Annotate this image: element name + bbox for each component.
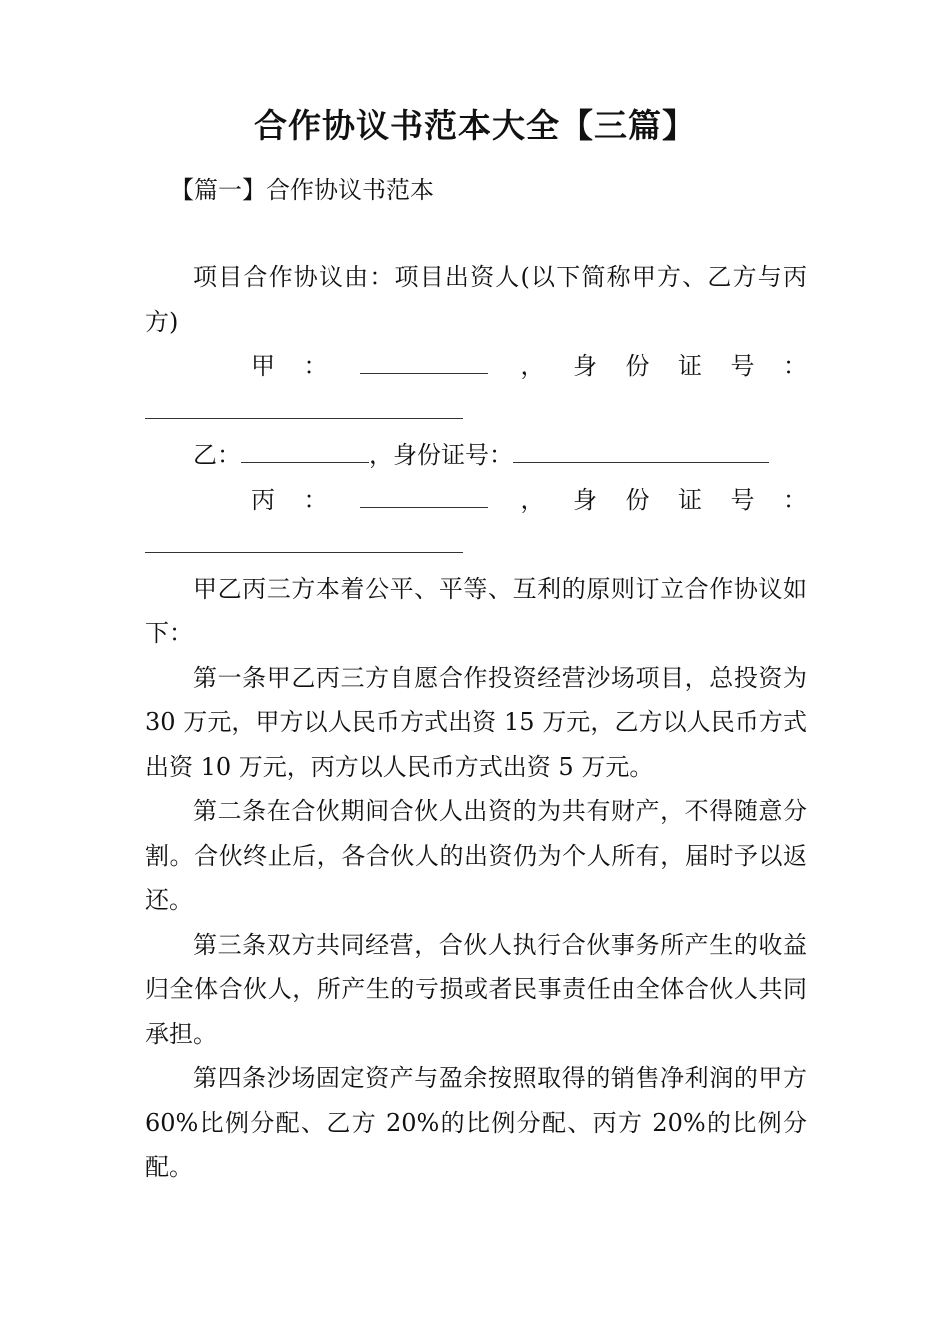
- party-b-id-blank: [513, 440, 769, 463]
- party-b-name-blank: [241, 440, 369, 463]
- party-c-line: [145, 478, 807, 523]
- document-title: 合作协议书范本大全【三篇】: [254, 106, 696, 145]
- party-a-label: 甲: [251, 352, 275, 380]
- party-c-comma: ，: [520, 485, 545, 514]
- party-c-id-char-1: 身: [573, 485, 597, 514]
- intro-paragraph: 项目合作协议由：项目出资人(以下简称甲方、乙方与丙方): [145, 263, 807, 336]
- party-c-id-char-3: 证: [678, 485, 702, 514]
- paragraph-article-3: 第三条双方共同经营，合伙人执行合伙事务所产生的收益归全体合伙人，所产生的亏损或者民事责任由全体合伙人共同承担。: [145, 930, 807, 1048]
- party-a-id-char-1: 身: [573, 352, 597, 380]
- party-a-id-blank: [145, 389, 463, 434]
- party-c-name-blank: [360, 485, 488, 508]
- party-b-label: 乙：: [193, 441, 241, 469]
- party-b-id-label: 身份证号：: [393, 441, 513, 469]
- paragraph-article-1: 第一条甲乙丙三方自愿合作投资经营沙场项目，总投资为 30 万元，甲方以人民币方式出资 15 万元，乙方以人民币方式出资 10 万元，丙方以人民币方式出资 5 万元。: [145, 663, 807, 781]
- paragraph-article-2: 第二条在合伙期间合伙人出资的为共有财产，不得随意分割。合伙终止后，各合伙人的出资仍为个人所有，届时予以返还。: [145, 797, 807, 914]
- party-c-id-char-4: 号: [730, 485, 755, 514]
- party-c-id-colon: ：: [783, 485, 807, 514]
- paragraph-principle: 甲乙丙三方本着公平、平等、互利的原则订立合作协议如下：: [145, 574, 807, 647]
- paragraph-article-4: 第四条沙场固定资产与盈余按照取得的销售净利润的甲方 60%比例分配、乙方 20%的比例分配、丙方 20%的比例分配。: [145, 1064, 807, 1181]
- party-c-colon: ：: [303, 485, 328, 514]
- party-b-comma: ，: [369, 441, 393, 469]
- party-c-id-char-2: 份: [625, 485, 650, 514]
- party-a-line: [145, 344, 807, 389]
- document-body: [145, 255, 807, 1190]
- party-c-label: 丙: [251, 485, 275, 514]
- party-a-colon: ：: [303, 352, 328, 380]
- section-heading: 【篇一】合作协议书范本: [170, 176, 434, 204]
- party-a-comma: ，: [520, 352, 545, 380]
- party-a-id-colon: ：: [783, 352, 807, 380]
- party-a-id-char-3: 证: [678, 352, 702, 380]
- party-c-id-blank: [145, 522, 463, 567]
- party-a-name-blank: [360, 351, 488, 374]
- party-b-line: [145, 433, 807, 478]
- party-a-id-char-4: 号: [730, 352, 755, 380]
- party-a-id-char-2: 份: [625, 352, 650, 380]
